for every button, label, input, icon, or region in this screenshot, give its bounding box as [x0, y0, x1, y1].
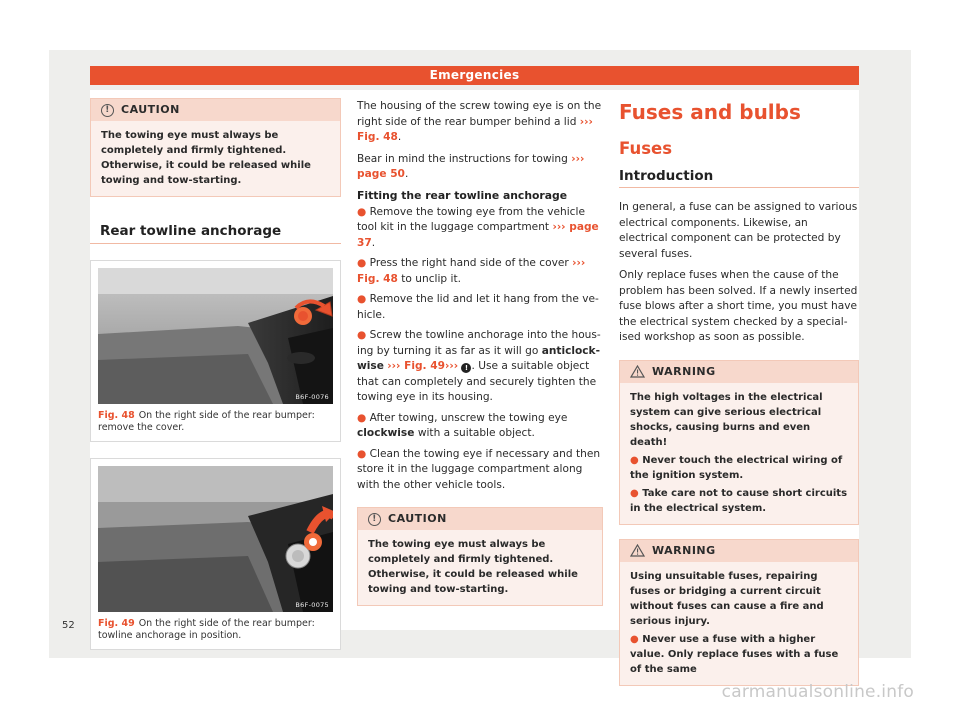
paragraph-instructions-end: . [404, 168, 409, 180]
ref-fig-48[interactable]: ››› Fig. 48 [357, 115, 593, 143]
warning-label: WARNING [652, 364, 716, 378]
warning-item [630, 632, 850, 677]
figure-49-caption-text: On the right side of the rear bumper: towline anchorage in position. [98, 618, 315, 641]
list-item-4-text: Screw the towline anchorage into the hous-ing by turning it as far as it will go [357, 329, 601, 357]
paragraph-housing [357, 99, 603, 146]
list-item-4-end: . Use a suitable object that can completely and securely tighten the towing eye in its housing. [357, 360, 597, 403]
figure-49-tag: B6F-0075 [295, 601, 329, 609]
warning-label: WARNING [652, 543, 716, 557]
list-item-1 [357, 205, 603, 252]
bullet-icon: ● [357, 447, 367, 460]
warning-text: The high voltages in the electrical system can give serious electrical shocks, causing burns and even death! [630, 391, 823, 448]
warning-item-text: Take care not to cause short circuits in the electrical system. [630, 487, 848, 514]
figure-49-caption [98, 612, 333, 642]
caution-ref-icon: ! [461, 363, 471, 373]
caution-icon: ! [101, 104, 114, 117]
warning-body [620, 383, 858, 524]
caution-icon: ! [368, 513, 381, 526]
paragraph-housing-end: . [397, 131, 402, 143]
figure-48 [90, 260, 341, 442]
list-item-5-text: After towing, unscrew the towing eye [369, 411, 568, 424]
manual-page [90, 90, 859, 675]
list-item-4-bold: anticlock-wise [357, 344, 600, 372]
paragraph-instructions-text: Bear in mind the instructions for towing [357, 152, 568, 165]
figure-48-label: Fig. 48 [98, 410, 135, 421]
caution-label: CAUTION [388, 512, 447, 525]
section-header-bar [90, 66, 859, 85]
page-number: 52 [62, 620, 75, 631]
warning-box-1 [619, 360, 859, 525]
warning-text: Using unsuitable fuses, repairing fuses or bridging a current circuit without fuses can cause a fire and serious injury. [630, 570, 824, 627]
column-middle [357, 90, 603, 606]
column-left [90, 90, 341, 650]
ref-fig-49[interactable]: ››› Fig. 49 [387, 360, 445, 372]
towline-anchorage-illustration [98, 466, 333, 612]
warning-header [620, 540, 858, 562]
bullet-icon: ● [357, 329, 367, 341]
list-item-2-text: Press the right hand side of the cover [369, 257, 569, 269]
ref-page-50[interactable]: ››› page 50 [357, 152, 585, 180]
figure-48-caption-text: On the right side of the rear bumper: remove the cover. [98, 410, 315, 433]
section-title-rear-towline: Rear towline anchorage [90, 223, 341, 244]
paragraph-fuse-general: In general, a fuse can be assigned to various electrical components. Likewise, an electrical component can be protected by several fuses. [619, 201, 858, 260]
list-item-3-text: Remove the lid and let it hang from the ve-hicle. [357, 293, 599, 321]
warning-icon [630, 365, 645, 378]
list-item-2-end: to unclip it. [401, 272, 461, 285]
caution-label: CAUTION [121, 103, 180, 116]
bullet-icon: ● [357, 257, 367, 269]
title-fuses-and-bulbs: Fuses and bulbs [619, 100, 801, 124]
list-item-6 [357, 447, 603, 494]
warning-item [630, 453, 850, 483]
list-item-5 [357, 411, 603, 442]
paragraph-housing-text: The housing of the screw towing eye is on the right side of the rear bumper behind a lid [357, 100, 602, 128]
title-introduction: Introduction [619, 168, 859, 188]
warning-body [620, 562, 858, 685]
caution-text: The towing eye must always be completely and firmly tightened. Otherwise, it could be released while towing and tow-starting. [368, 539, 578, 595]
bullet-icon: ● [630, 454, 639, 466]
caution-box-2 [357, 507, 603, 606]
subheading-fitting: Fitting the rear towline anchorage [357, 188, 568, 202]
caution-header [91, 99, 340, 121]
warning-item-text: Never use a fuse with a higher value. Only replace fuses with a fuse of the same [630, 633, 839, 675]
ref-caution[interactable]: ››› [445, 360, 459, 372]
list-item-6-text: Clean the towing eye if necessary and then store it in the luggage compartment along with the other vehicle tools. [357, 447, 601, 491]
figure-49-label: Fig. 49 [98, 618, 135, 629]
list-item-3 [357, 292, 603, 323]
bullet-icon: ● [630, 633, 639, 645]
bullet-icon: ● [357, 411, 367, 424]
ref-page-37[interactable]: ››› page 37 [357, 221, 599, 249]
warning-item-text: Never touch the electrical wiring of the ignition system. [630, 454, 843, 481]
section-header-title: Emergencies [429, 68, 520, 82]
bullet-icon: ● [630, 487, 639, 499]
title-fuses: Fuses [619, 139, 673, 158]
list-item-1-end: . [371, 236, 376, 249]
paragraph-fuse-replace: Only replace fuses when the cause of the problem has been solved. If a newly inserted fuse blows after a short time, you must have the electrical system checked by a special-ised workshop as soon as possible. [619, 269, 858, 343]
list-item-1-text: Remove the towing eye from the vehicle tool kit in the luggage compartment [357, 205, 585, 233]
figure-48-tag: B6F-0076 [295, 393, 329, 401]
watermark: carmanualsonline.info [721, 682, 914, 702]
list-item-2 [357, 256, 603, 287]
list-item-5-end: with a suitable object. [417, 427, 535, 439]
list-item-4 [357, 328, 603, 406]
paragraph-instructions [357, 152, 603, 183]
caution-box-1 [90, 98, 341, 197]
warning-icon [630, 544, 645, 557]
figure-49 [90, 458, 341, 650]
figure-49-image [98, 466, 333, 612]
warning-box-2 [619, 539, 859, 686]
caution-text: The towing eye must always be completely and firmly tightened. Otherwise, it could be released while towing and tow-starting. [101, 130, 311, 186]
column-right [619, 90, 859, 686]
warning-item [630, 486, 850, 516]
list-item-5-bold: clockwise [357, 427, 415, 439]
bumper-cover-illustration [98, 268, 333, 404]
warning-header [620, 361, 858, 383]
ref-fig-48-b[interactable]: ››› Fig. 48 [357, 257, 586, 285]
bullet-icon: ● [357, 205, 367, 218]
figure-48-caption [98, 404, 333, 434]
figure-48-image [98, 268, 333, 404]
bullet-icon: ● [357, 293, 367, 305]
caution-header [358, 508, 602, 530]
